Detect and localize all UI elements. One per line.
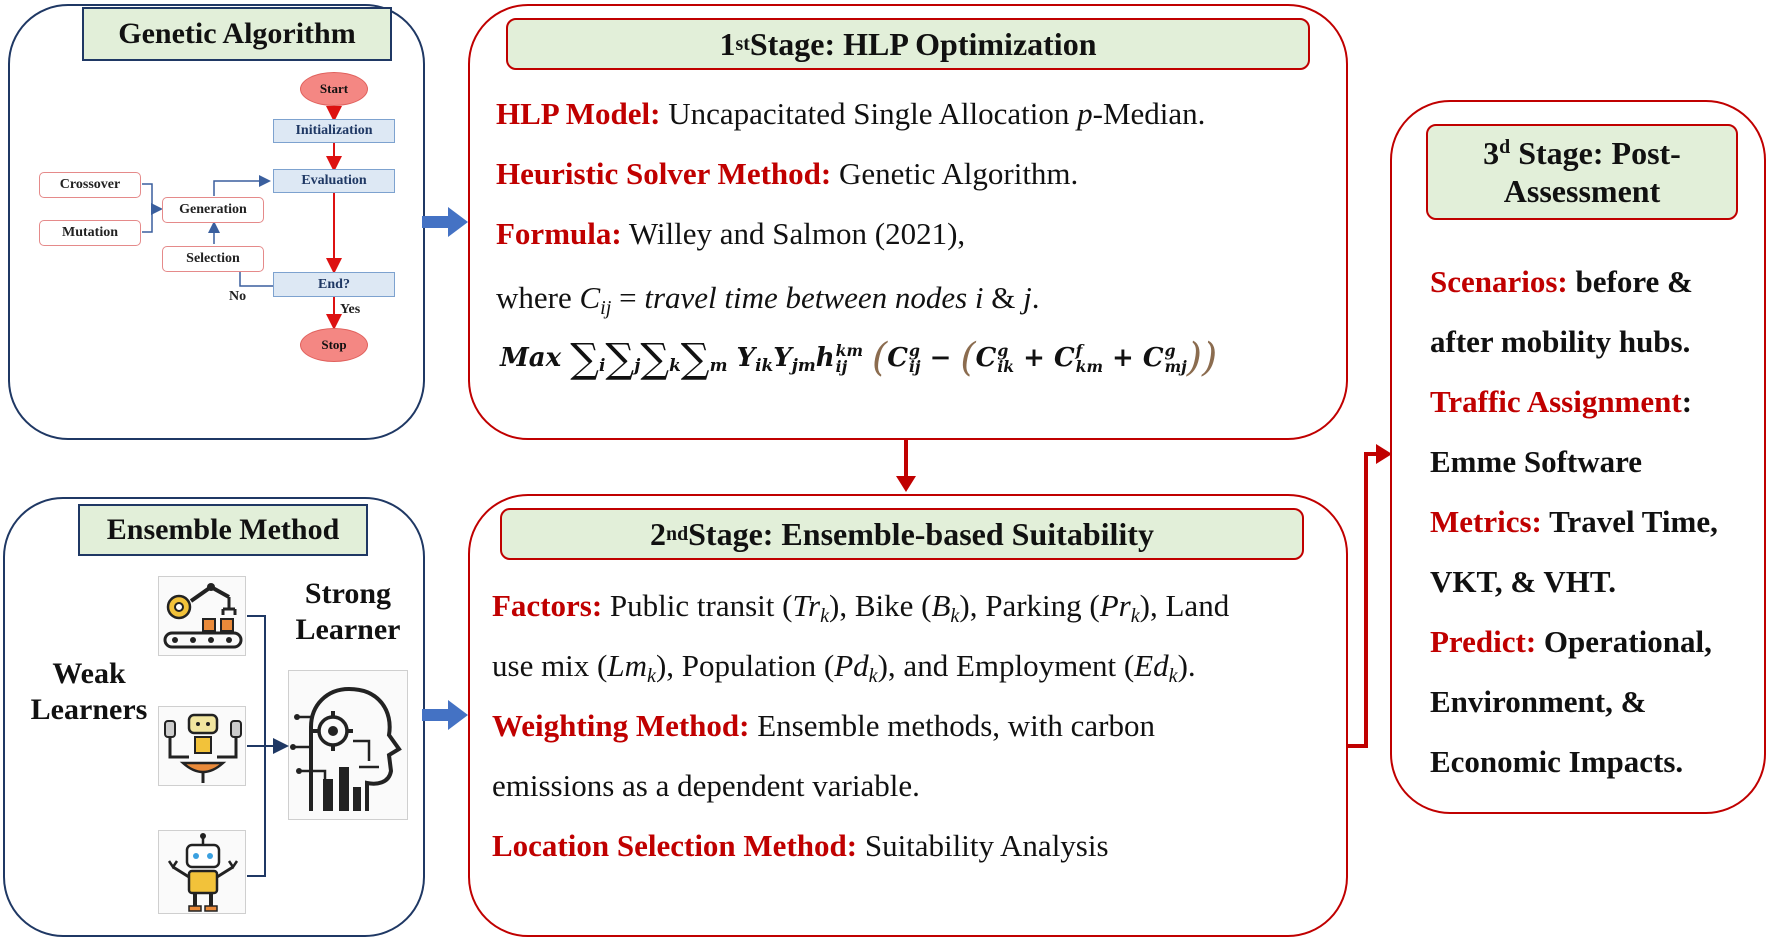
- predict-line-1: Predict: Operational,: [1430, 624, 1712, 659]
- traffic-assignment-value: Emme Software: [1430, 444, 1643, 479]
- stage3-title: 3$^d$ Stage: Post- Assessment: [1426, 124, 1738, 220]
- ga-to-stage1-arrow: [422, 205, 470, 239]
- ga-no-label: No: [229, 289, 247, 304]
- ga-stop-node: Stop: [300, 328, 368, 362]
- stage2-title: 2 nd Stage: Ensemble-based Suitability: [500, 508, 1304, 560]
- where-line: where $C_{ij}$ = travel time between nodes i & j.: [496, 280, 1040, 320]
- scenarios-line-2: after mobility hubs.: [1430, 324, 1691, 359]
- robot-icon: [158, 830, 246, 914]
- ensemble-to-stage2-arrow: [422, 698, 470, 732]
- weak-learners-label: Weak Learners: [30, 657, 148, 726]
- weighting-line-1: Weighting Method: Ensemble methods, with carbon: [492, 708, 1155, 743]
- robot-arm-icon: [158, 576, 246, 656]
- ga-crossover-node: Crossover: [39, 172, 141, 198]
- metrics-line-2: VKT, & VHT.: [1430, 564, 1617, 599]
- predict-line-2: Environment, &: [1430, 684, 1647, 719]
- predict-line-3: Economic Impacts.: [1430, 744, 1684, 779]
- ai-brain-icon: [288, 670, 408, 820]
- ensemble-method-title: Ensemble Method: [78, 504, 368, 556]
- ga-selection-node: Selection: [162, 246, 264, 272]
- ga-end-node: End?: [273, 272, 395, 297]
- metrics-line-1: Metrics: Travel Time,: [1430, 504, 1718, 539]
- weighting-line-2: emissions as a dependent variable.: [492, 768, 920, 803]
- formula-line: Formula: Willey and Salmon (2021),: [496, 216, 966, 251]
- scenarios-line-1: Scenarios: before &: [1430, 264, 1693, 299]
- factors-line-1: Factors: Public transit $(Tr_k)$, Bike $(B_k)$, Parking $(Pr_k)$, Land: [492, 588, 1230, 628]
- ga-generation-node: Generation: [162, 197, 264, 223]
- ga-mutation-node: Mutation: [39, 220, 141, 246]
- objective-formula: Max $\sum_i\sum_j\sum_k\sum_m$ $Y_{ik}Y_{jm}h$ km ij (C g ij − (C g ik + C f km + C g mj )): [500, 335, 1218, 382]
- solver-method-line: Heuristic Solver Method: Genetic Algorithm.: [496, 156, 1079, 191]
- stage2-to-stage3-arrow: [1346, 440, 1394, 756]
- traffic-assignment-line: Traffic Assignment:: [1430, 384, 1693, 419]
- hlp-model-line: HLP Model: Uncapacitated Single Allocation p-Median.: [496, 96, 1206, 131]
- robot-worker-icon: [158, 706, 246, 786]
- stage1-to-stage2-arrow: [892, 440, 920, 494]
- stage1-title: 1 st Stage: HLP Optimization: [506, 18, 1310, 70]
- strong-learner-label: Strong Learner: [295, 577, 401, 646]
- ga-evaluation-node: Evaluation: [273, 169, 395, 193]
- factors-line-2: use mix $(Lm_k)$, Population $(Pd_k)$, and Employment $(Ed_k)$.: [492, 648, 1196, 688]
- ga-initialization-node: Initialization: [273, 119, 395, 143]
- ga-start-node: Start: [300, 72, 368, 106]
- genetic-algorithm-title: Genetic Algorithm: [82, 7, 392, 61]
- ga-yes-label: Yes: [340, 302, 361, 317]
- location-line: Location Selection Method: Suitability Analysis: [492, 828, 1109, 863]
- weak-to-strong-connector: [245, 610, 295, 880]
